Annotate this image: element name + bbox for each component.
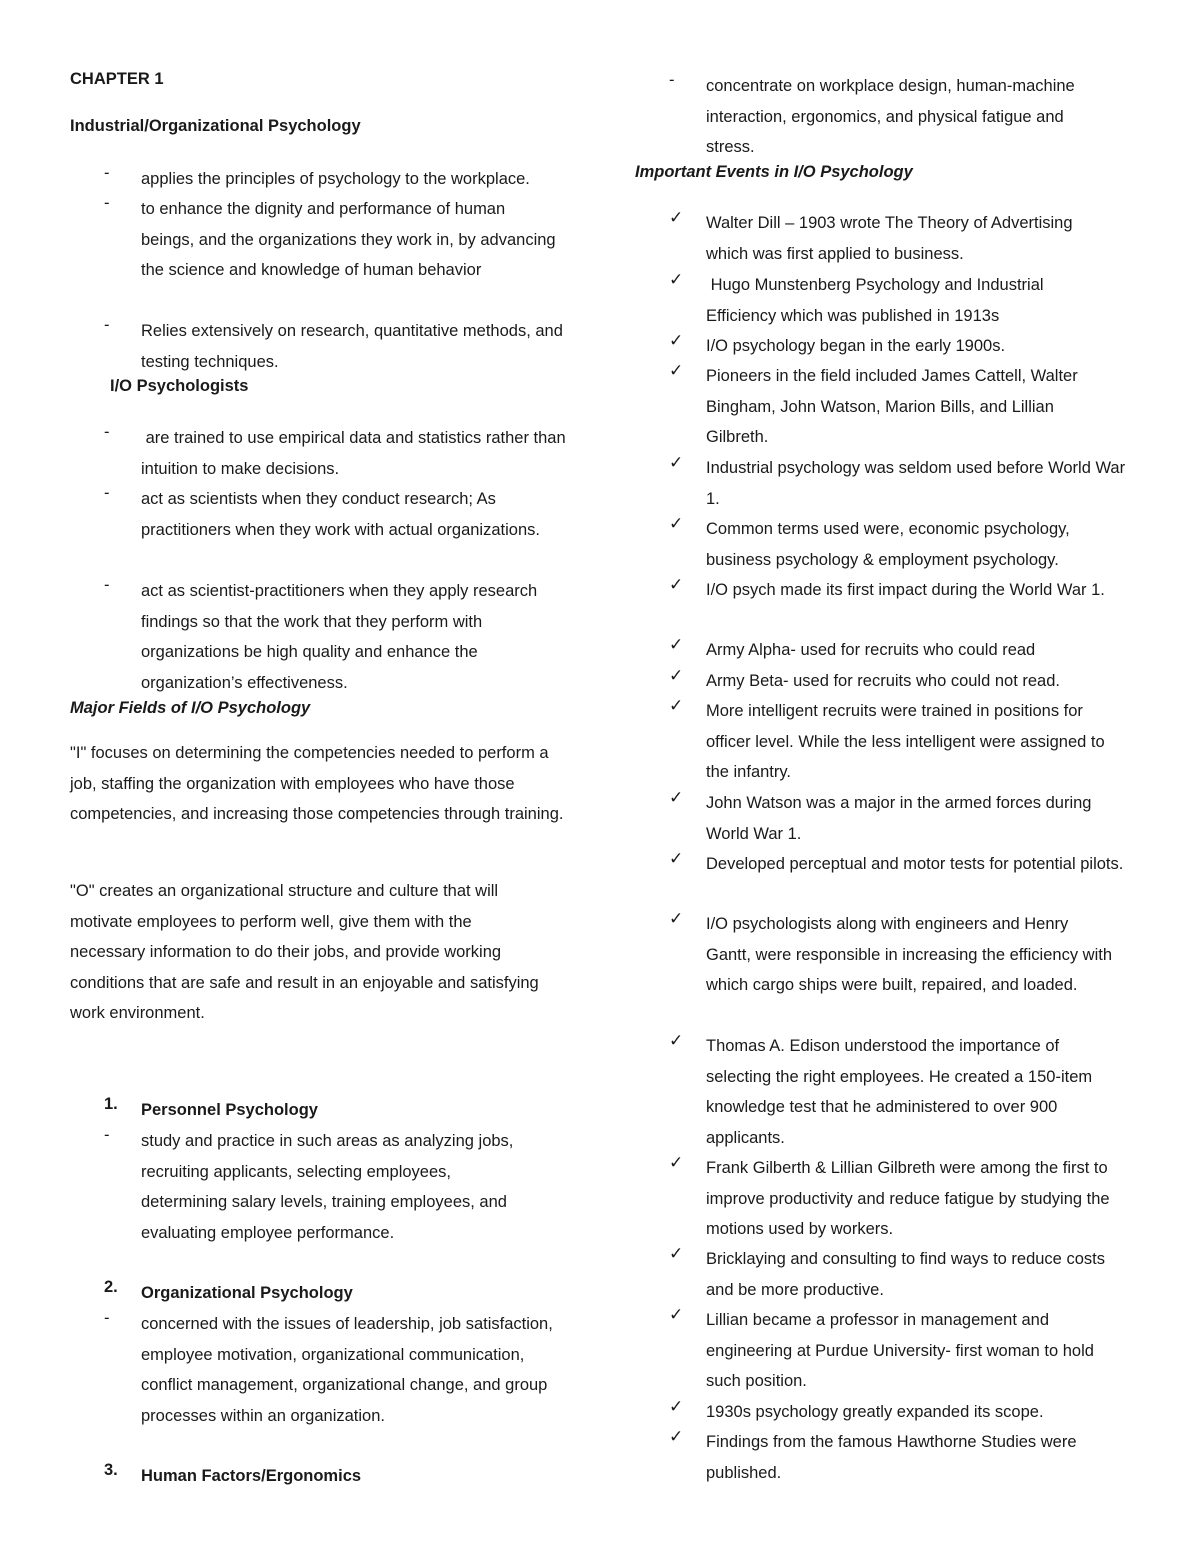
dash-bullet: - — [104, 576, 110, 594]
checklist-item-text: More intelligent recruits were trained in positions for officer level. While the less intelligent were assigned to the infantry. — [706, 702, 1110, 781]
checklist-item-text: Army Beta- used for recruits who could not read. — [706, 672, 1060, 690]
dash-bullet: - — [104, 1126, 110, 1144]
numbered-heading-title: Organizational Psychology — [141, 1284, 353, 1302]
checkmark-icon: ✓ — [669, 1031, 684, 1050]
checklist-item-text: Walter Dill – 1903 wrote The Theory of Advertising which was first applied to business. — [706, 214, 1078, 263]
io-psychology-heading: Industrial/Organizational Psychology — [70, 117, 361, 135]
number-label: 2. — [104, 1278, 118, 1296]
list-item-text: study and practice in such areas as analyzing jobs, recruiting applicants, selecting employees, determining salary levels, training employees, and evaluating employee performance. — [141, 1132, 514, 1242]
checkmark-icon: ✓ — [669, 514, 684, 533]
number-label: 1. — [104, 1095, 118, 1113]
checkmark-icon: ✓ — [669, 270, 684, 289]
io-psychologists-heading: I/O Psychologists — [110, 377, 249, 395]
checkmark-icon: ✓ — [669, 696, 684, 715]
checklist-item-text: I/O psych made its first impact during the World War 1. — [706, 581, 1105, 599]
list-item-text: concentrate on workplace design, human-machine interaction, ergonomics, and physical fatigue and stress. — [706, 77, 1075, 156]
checkmark-icon: ✓ — [669, 1397, 684, 1416]
list-item-text: act as scientists when they conduct research; As practitioners when they work with actual organizations. — [141, 490, 540, 539]
list-item-text: applies the principles of psychology to the workplace. — [141, 170, 530, 188]
dash-bullet: - — [104, 194, 110, 212]
checkmark-icon: ✓ — [669, 331, 684, 350]
checklist-item-text: Army Alpha- used for recruits who could read — [706, 641, 1036, 659]
list-item-text: Relies extensively on research, quantitative methods, and testing techniques. — [141, 322, 563, 371]
checkmark-icon: ✓ — [669, 909, 684, 928]
checklist-item-text: Frank Gilberth & Lillian Gilbreth were among the first to improve productivity and reduce fatigue by studying the motions used by workers. — [706, 1159, 1115, 1238]
checklist-item-text: Lillian became a professor in management and engineering at Purdue University- first woman to hold such position. — [706, 1311, 1099, 1390]
checklist-item-text: Industrial psychology was seldom used before World War 1. — [706, 459, 1130, 508]
list-item-text: act as scientist-practitioners when they apply research findings so that the work that they perform with organizations be high quality and enhance the organization’s effectiveness. — [141, 582, 538, 692]
dash-bullet: - — [104, 164, 110, 182]
checkmark-icon: ✓ — [669, 575, 684, 594]
dash-bullet: - — [104, 423, 110, 441]
checkmark-icon: ✓ — [669, 1305, 684, 1324]
checklist-item-text: John Watson was a major in the armed forces during World War 1. — [706, 794, 1097, 843]
checklist-item-text: Bricklaying and consulting to find ways to reduce costs and be more productive. — [706, 1250, 1110, 1299]
paragraph-i: "I" focuses on determining the competencies needed to perform a job, staffing the organization with employees who have those competencies, and increasing those competencies through training. — [70, 744, 564, 824]
checkmark-icon: ✓ — [669, 361, 684, 380]
checklist-item-text: 1930s psychology greatly expanded its scope. — [706, 1403, 1044, 1421]
dash-bullet: - — [104, 484, 110, 502]
checklist-item-text: I/O psychologists along with engineers and Henry Gantt, were responsible in increasing the efficiency with which cargo ships were built, repaired, and loaded. — [706, 915, 1117, 994]
checkmark-icon: ✓ — [669, 1427, 684, 1446]
list-item-text: to enhance the dignity and performance of human beings, and the organizations they work in, by advancing the science and knowledge of human behavior — [141, 200, 556, 279]
checkmark-icon: ✓ — [669, 1244, 684, 1263]
checklist-item-text: Hugo Munstenberg Psychology and Industrial Efficiency which was published in 1913s — [706, 276, 1049, 325]
paragraph-o: "O" creates an organizational structure and culture that will motivate employees to perform well, give them with the necessary information to do their jobs, and provide working conditions that are safe and result in an enjoyable and satisfying work environment. — [70, 882, 539, 1023]
dash-bullet: - — [669, 71, 675, 89]
numbered-heading-title: Personnel Psychology — [141, 1101, 318, 1119]
checkmark-icon: ✓ — [669, 208, 684, 227]
list-item-text: concerned with the issues of leadership, job satisfaction, employee motivation, organizational communication, conflict management, organizational change, and group processes within an organization. — [141, 1315, 553, 1425]
major-fields-heading: Major Fields of I/O Psychology — [70, 699, 311, 717]
chapter-heading: CHAPTER 1 — [70, 70, 164, 88]
list-item-text: are trained to use empirical data and statistics rather than intuition to make decisions. — [141, 429, 571, 478]
checkmark-icon: ✓ — [669, 453, 684, 472]
checkmark-icon: ✓ — [669, 849, 684, 868]
checkmark-icon: ✓ — [669, 788, 684, 807]
checkmark-icon: ✓ — [669, 1153, 684, 1172]
dash-bullet: - — [104, 316, 110, 334]
checklist-item-text: I/O psychology began in the early 1900s. — [706, 337, 1006, 355]
important-events-heading: Important Events in I/O Psychology — [635, 163, 913, 181]
dash-bullet: - — [104, 1309, 110, 1327]
numbered-heading-title: Human Factors/Ergonomics — [141, 1467, 362, 1485]
checklist-item-text: Common terms used were, economic psychology, business psychology & employment psychology. — [706, 520, 1075, 569]
checkmark-icon: ✓ — [669, 635, 684, 654]
checklist-item-text: Findings from the famous Hawthorne Studies were published. — [706, 1433, 1082, 1482]
checklist-item-text: Developed perceptual and motor tests for potential pilots. — [706, 855, 1124, 873]
number-label: 3. — [104, 1461, 118, 1479]
checklist-item-text: Thomas A. Edison understood the importance of selecting the right employees. He created a 150-item knowledge test that he administered to over 900 applicants. — [706, 1037, 1097, 1147]
checkmark-icon: ✓ — [669, 666, 684, 685]
checklist-item-text: Pioneers in the field included James Cattell, Walter Bingham, John Watson, Marion Bills, and Lillian Gilbreth. — [706, 367, 1083, 446]
